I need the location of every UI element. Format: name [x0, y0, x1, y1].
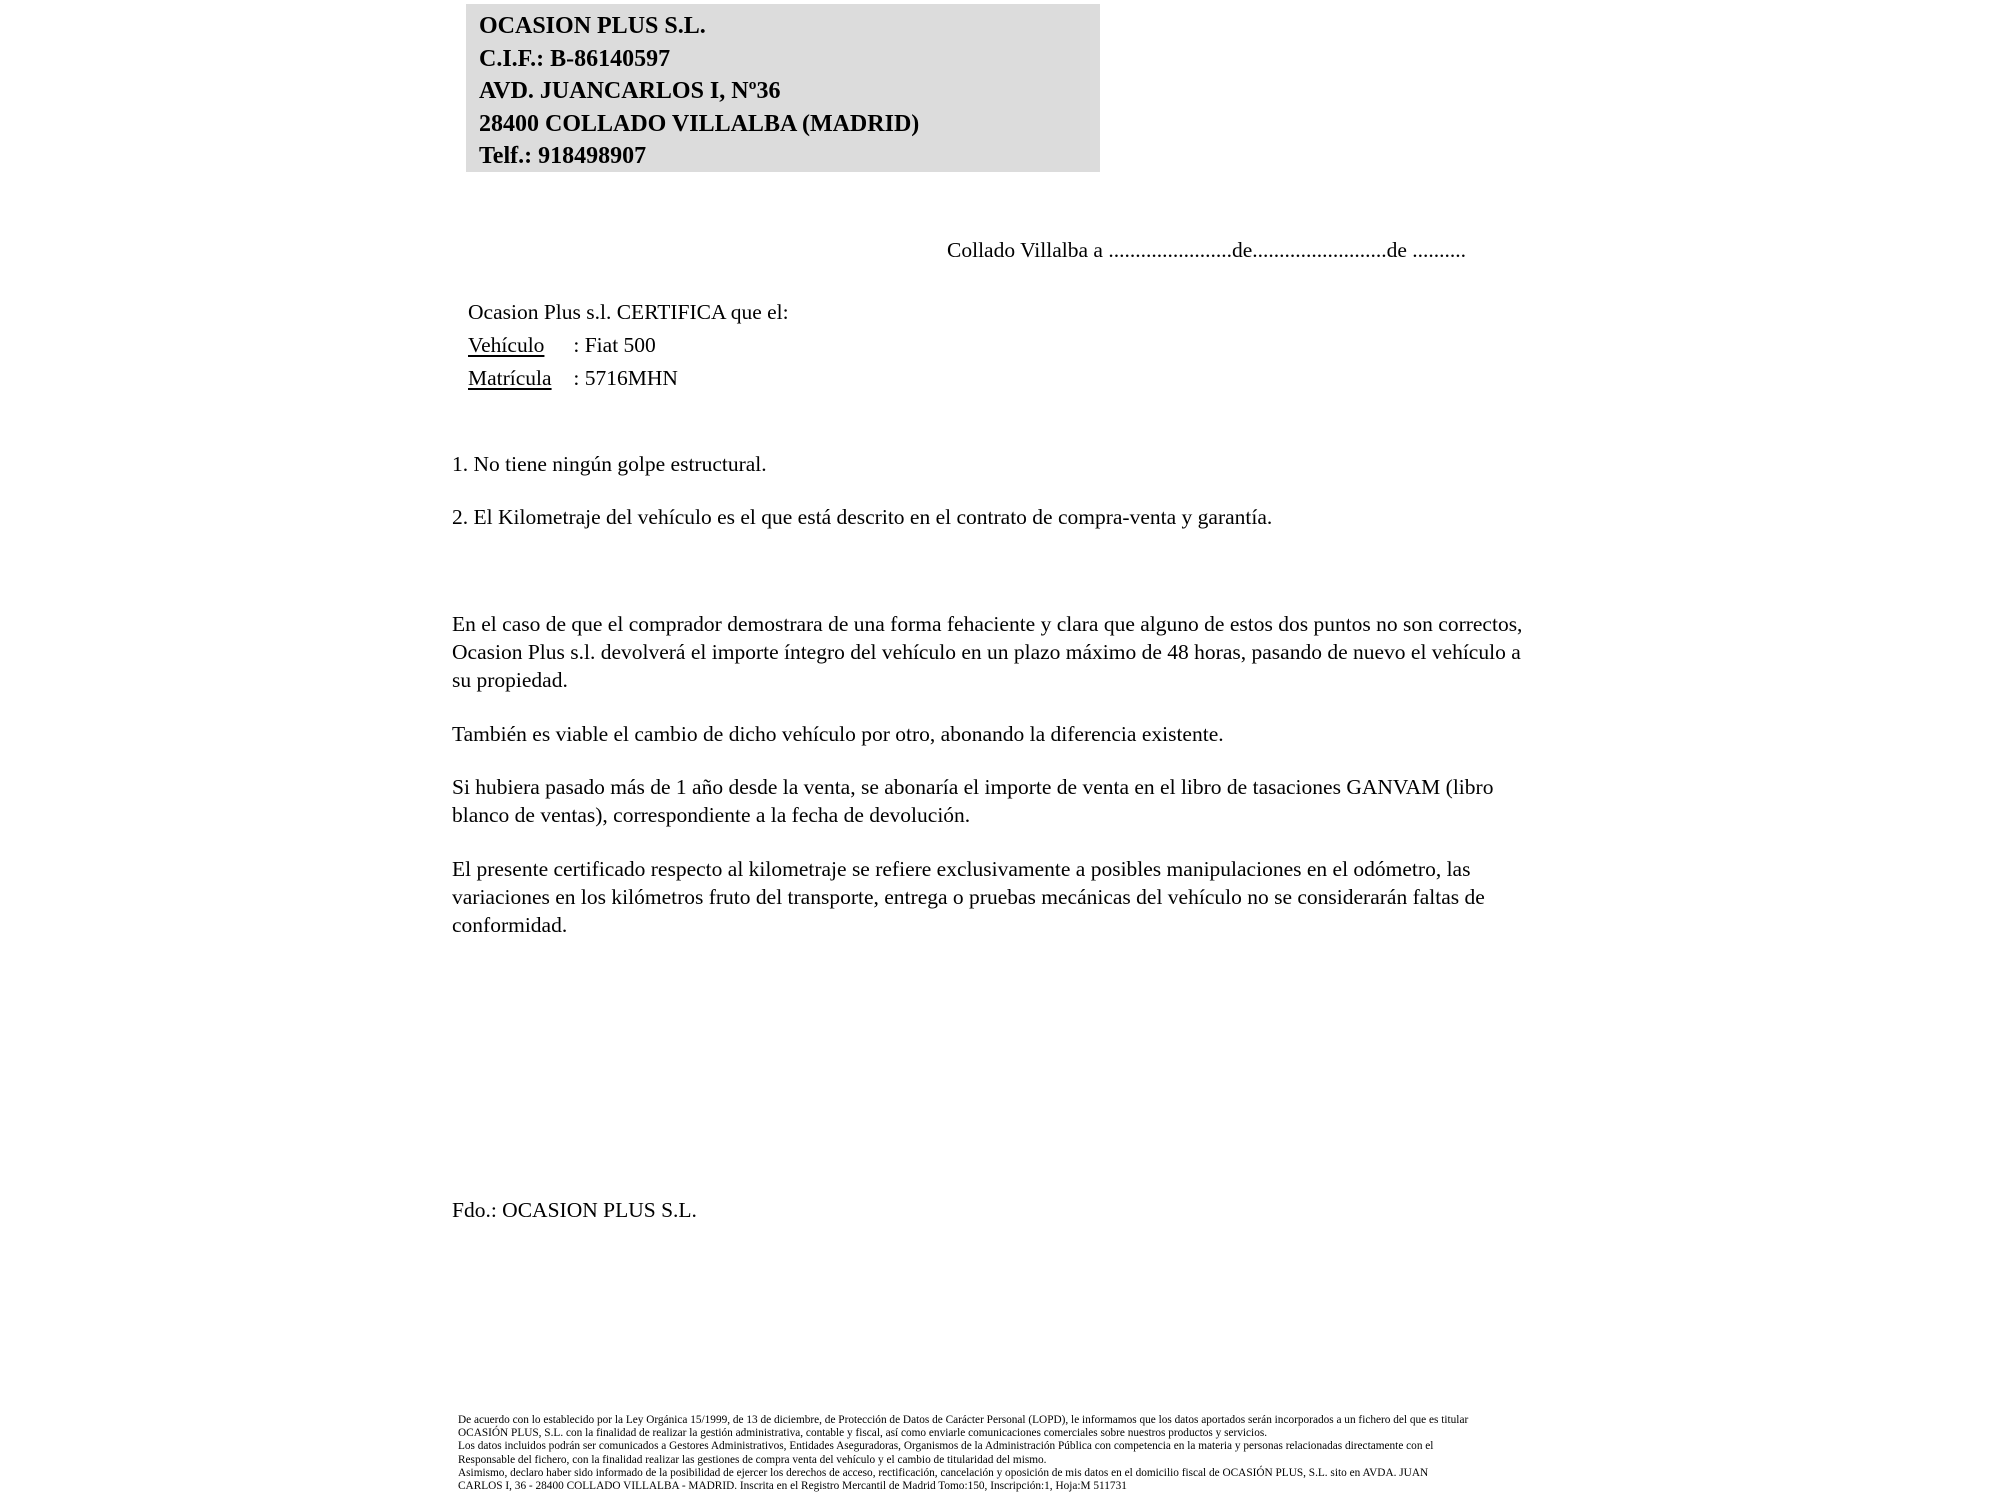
company-cif: C.I.F.: B-86140597 — [479, 45, 671, 72]
statement-2: 2. El Kilometraje del vehículo es el que está descrito en el contrato de compra-venta y garantía. — [452, 505, 1273, 529]
paragraph-vehicle-exchange: También es viable el cambio de dicho vehículo por otro, abonando la diferencia existente. — [452, 722, 1224, 746]
vehicle-field-row — [468, 333, 656, 358]
plate-field-row — [468, 366, 678, 391]
paragraph-odometer-disclaimer: El presente certificado respecto al kilometraje se refiere exclusivamente a posibles manipulaciones en el odómetro, las variaciones en los kilómetros fruto del transporte, entrega o pruebas mecánicas del vehículo no se considerarán faltas de conformidad. — [452, 857, 1485, 937]
paragraph-ganvam-valuation: Si hubiera pasado más de 1 año desde la venta, se abonaría el importe de venta en el libro de tasaciones GANVAM (libro blanco de ventas), correspondiente a la fecha de devolución. — [452, 775, 1494, 827]
vehicle-label-text: Vehículo — [468, 333, 545, 357]
vehicle-label — [468, 333, 568, 358]
paragraph-refund-guarantee: En el caso de que el comprador demostrara de una forma fehaciente y clara que alguno de estos dos puntos no son correctos, Ocasion Plus s.l. devolverá el importe íntegro del vehículo en un plazo máximo de 48 horas, pasando de nuevo el vehículo a su propiedad. — [452, 612, 1523, 692]
vehicle-value: : Fiat 500 — [573, 333, 656, 357]
legal-footer-line: OCASIÓN PLUS, S.L. con la finalidad de realizar la gestión administrativa, contable y fiscal, así como enviarle comunicaciones comerciales sobre nuestros productos y servicios. — [458, 1427, 1268, 1440]
date-line: Collado Villalba a .......................de.........................de .......... — [947, 238, 1467, 262]
company-name: OCASION PLUS S.L. — [479, 13, 706, 39]
legal-footer-line: Los datos incluidos podrán ser comunicados a Gestores Administrativos, Entidades Aseguradoras, Organismos de la Administración Pública con competencia en la materia y personas relacionadas directamente con el — [458, 1440, 1434, 1453]
certification-intro: Ocasion Plus s.l. CERTIFICA que el: — [468, 300, 789, 324]
legal-footer — [458, 1414, 1548, 1493]
legal-footer-line: Asimismo, declaro haber sido informado de la posibilidad de ejercer los derechos de acceso, rectificación, cancelación y oposición de mis datos en el domicilio fiscal de OCASIÓN PLUS, S.L. sito en AVDA. JUAN — [458, 1466, 1429, 1479]
plate-label — [468, 366, 568, 391]
company-phone: Telf.: 918498907 — [479, 143, 647, 169]
plate-value: : 5716MHN — [573, 366, 678, 390]
legal-footer-line: De acuerdo con lo establecido por la Ley Orgánica 15/1999, de 13 de diciembre, de Protección de Datos de Carácter Personal (LOPD), le informamos que los datos aportados serán incorporados a un fichero del que es titular — [458, 1414, 1469, 1426]
statement-1: 1. No tiene ningún golpe estructural. — [452, 452, 767, 476]
company-header-box — [466, 4, 1100, 172]
company-address: AVD. JUANCARLOS I, Nº36 — [479, 78, 781, 104]
legal-footer-line: Responsable del fichero, con la finalidad realizar las gestiones de compra venta del vehículo y el cambio de titularidad del mismo. — [458, 1453, 1047, 1466]
legal-footer-line: CARLOS I, 36 - 28400 COLLADO VILLALBA - MADRID. Inscrita en el Registro Mercantil de Madrid Tomo:150, Inscripción:1, Hoja:M 511731 — [458, 1480, 1127, 1493]
signature-line: Fdo.: OCASION PLUS S.L. — [452, 1198, 697, 1222]
company-city: 28400 COLLADO VILLALBA (MADRID) — [479, 110, 920, 137]
plate-label-text: Matrícula — [468, 366, 552, 390]
